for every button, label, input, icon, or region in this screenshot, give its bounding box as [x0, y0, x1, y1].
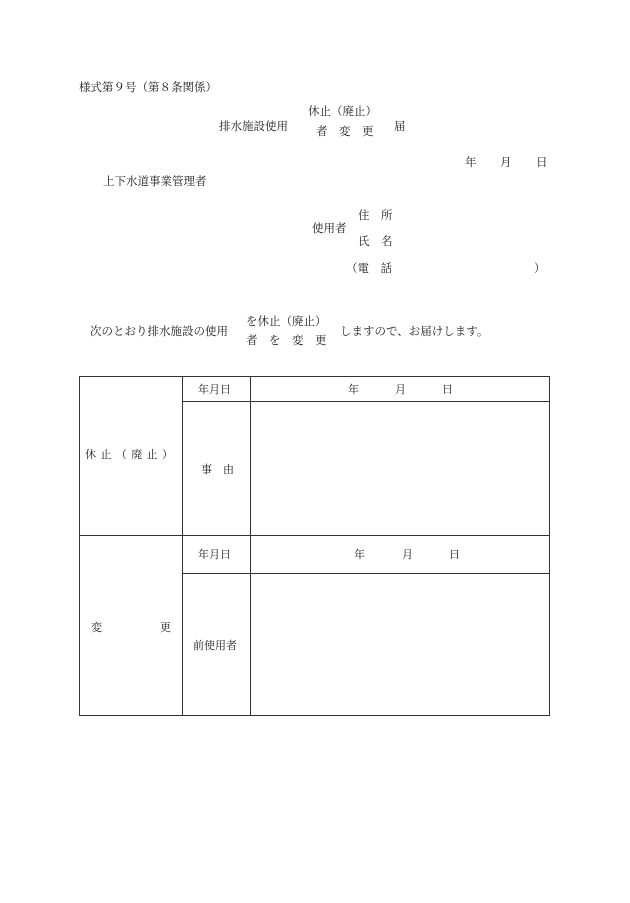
statement-suffix: しますので、お届けします。: [340, 324, 489, 338]
reason-label: 事 由: [201, 463, 234, 476]
previous-user-label: 前使用者: [193, 639, 237, 652]
applicant-label: 使用者: [312, 221, 347, 235]
suspension-date-year: 年: [348, 383, 359, 396]
previous-user-field[interactable]: [252, 575, 548, 714]
col-divider-2: [250, 377, 251, 715]
name-label: 氏 名: [358, 234, 393, 248]
address-label: 住 所: [358, 208, 393, 222]
row-divider-change-date: [182, 573, 549, 574]
col-divider-1: [182, 377, 183, 715]
date-year-label: 年: [465, 155, 477, 169]
suspension-date-month: 月: [395, 383, 406, 396]
suspension-date-label: 年月日: [198, 383, 231, 396]
title-suffix: 届: [394, 119, 406, 133]
row-divider-suspension-date: [182, 401, 549, 402]
statement-option-change: 者 を 変 更: [246, 333, 327, 347]
change-date-year: 年: [354, 548, 365, 561]
reason-field[interactable]: [252, 403, 548, 534]
change-date-label: 年月日: [198, 548, 231, 561]
suspension-header: 休止（廃止）: [85, 448, 178, 461]
date-day-label: 日: [536, 155, 548, 169]
change-date-field[interactable]: [252, 537, 548, 572]
suspension-date-field[interactable]: [252, 378, 548, 400]
phone-label: （電 話: [346, 261, 392, 275]
addressee: 上下水道事業管理者: [103, 174, 207, 188]
title-prefix: 排水施設使用: [219, 119, 288, 133]
change-header-right: 更: [160, 621, 171, 634]
suspension-date-day: 日: [442, 383, 453, 396]
change-header-left: 変: [91, 621, 102, 634]
section-divider: [80, 535, 549, 536]
title-option-suspension: 休止（廃止）: [308, 104, 377, 118]
form-number: 様式第９号（第８条関係）: [79, 80, 217, 94]
change-date-day: 日: [449, 548, 460, 561]
change-date-month: 月: [402, 548, 413, 561]
title-option-change: 者 変 更: [316, 124, 374, 138]
statement-prefix: 次のとおり排水施設の使用: [90, 324, 228, 338]
date-month-label: 月: [500, 155, 512, 169]
notification-table: [79, 376, 550, 716]
statement-option-suspension: を休止（廃止）: [246, 314, 327, 328]
phone-close-paren: ）: [534, 261, 546, 275]
